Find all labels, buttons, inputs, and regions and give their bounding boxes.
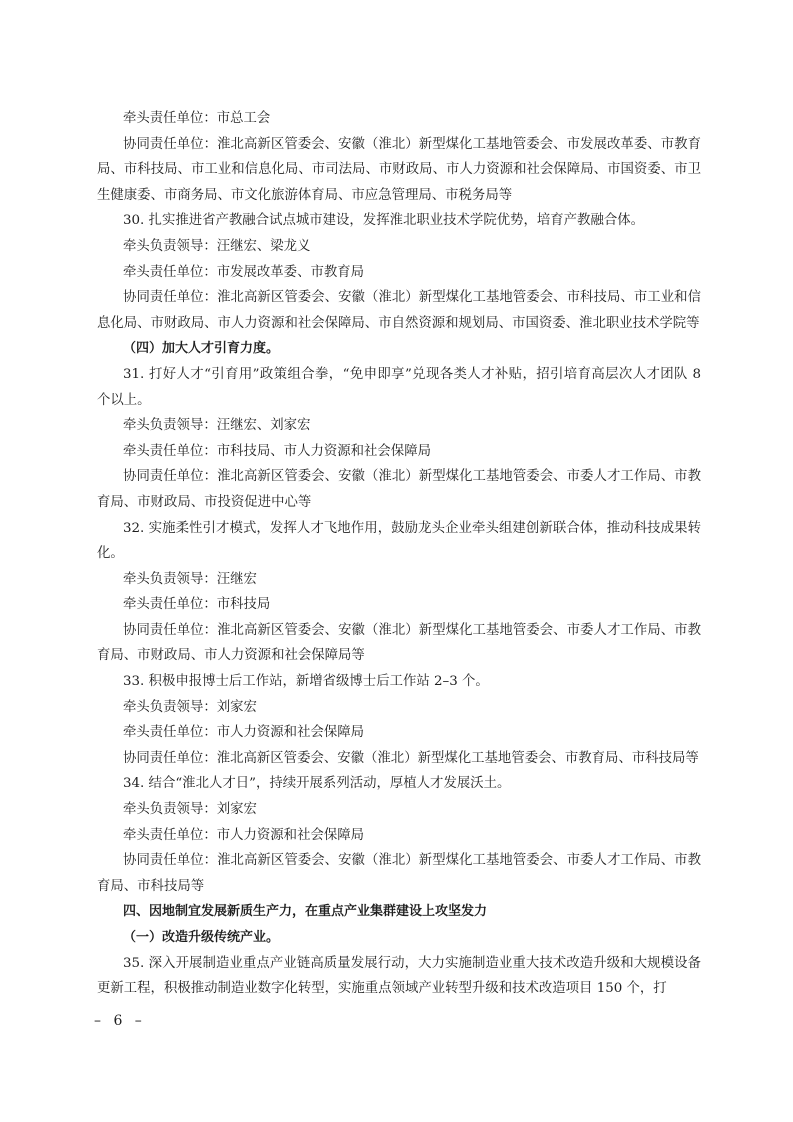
paragraph: 牵头责任单位：市人力资源和社会保障局: [123, 725, 365, 741]
paragraph: 协同责任单位：淮北高新区管委会、安徽（淮北）新型煤化工基地管委会、市委人才工作局、市教育局、市科技局等: [97, 853, 701, 894]
paragraph: 33. 积极申报博士后工作站，新增省级博士后工作站 2–3 个。: [123, 674, 489, 690]
paragraph: 协同责任单位：淮北高新区管委会、安徽（淮北）新型煤化工基地管委会、市委人才工作局、市教育局、市财政局、市投资促进中心等: [97, 469, 701, 510]
paragraph: 牵头责任单位：市发展改革委、市教育局: [123, 264, 365, 280]
paragraph: 牵头负责领导：汪继宏、梁龙义: [123, 238, 311, 254]
paragraph: 牵头负责领导：刘家宏: [123, 802, 257, 818]
paragraph: 牵头责任单位：市总工会: [123, 111, 271, 126]
document-body: [97, 106, 701, 1002]
paragraph: 牵头责任单位：市科技局: [123, 597, 271, 613]
paragraph: 30. 扎实推进省产教融合试点城市建设，发挥淮北职业技术学院优势，培育产教融合体。: [123, 213, 645, 229]
page-number: – 6 –: [94, 1013, 146, 1029]
section-heading: 四、因地制宜发展新质生产力，在重点产业集群建设上攻坚发力: [123, 904, 488, 920]
paragraph: 牵头责任单位：市科技局、市人力资源和社会保障局: [123, 443, 431, 459]
paragraph: 协同责任单位：淮北高新区管委会、安徽（淮北）新型煤化工基地管委会、市科技局、市工业和信息化局、市财政局、市人力资源和社会保障局、市自然资源和规划局、市国资委、淮北职业技术学院等: [97, 290, 701, 331]
section-heading: （四）加大人才引育力度。: [123, 341, 280, 357]
paragraph: 牵头责任单位：市人力资源和社会保障局: [123, 827, 365, 843]
paragraph: 31. 打好人才“引育用”政策组合拳，“免申即享”兑现各类人才补贴，招引培育高层次人才团队 8 个以上。: [97, 366, 701, 408]
paragraph: 协同责任单位：淮北高新区管委会、安徽（淮北）新型煤化工基地管委会、市委人才工作局、市教育局、市财政局、市人力资源和社会保障局等: [97, 622, 701, 664]
paragraph: 牵头负责领导：汪继宏、刘家宏: [123, 418, 311, 434]
paragraph: 协同责任单位：淮北高新区管委会、安徽（淮北）新型煤化工基地管委会、市发展改革委、市教育局、市科技局、市工业和信息化局、市司法局、市财政局、市人力资源和社会保障局、市国资委、市卫生健康委、市商务局、市文化旅游体育局、市应急管理局、市税务局等: [97, 136, 701, 203]
paragraph: 32. 实施柔性引才模式，发挥人才飞地作用，鼓励龙头企业牵头组建创新联合体，推动科技成果转化。: [97, 520, 701, 562]
paragraph: 牵头负责领导：汪继宏: [123, 571, 257, 587]
paragraph: 35. 深入开展制造业重点产业链高质量发展行动，大力实施制造业重大技术改造升级和大规模设备更新工程，积极推动制造业数字化转型，实施重点领域产业转型升级和技术改造项目 150 个，打: [97, 955, 701, 997]
section-heading: （一）改造升级传统产业。: [123, 930, 280, 945]
paragraph: 协同责任单位：淮北高新区管委会、安徽（淮北）新型煤化工基地管委会、市教育局、市科技局等: [123, 750, 699, 766]
paragraph: 34. 结合“淮北人才日”，持续开展系列活动，厚植人才发展沃土。: [123, 776, 511, 792]
paragraph: 牵头负责领导：刘家宏: [123, 699, 257, 715]
